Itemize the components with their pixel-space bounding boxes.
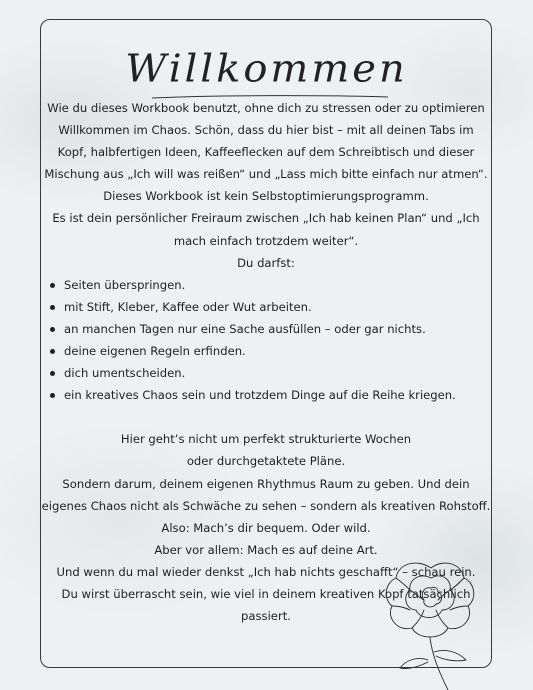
list-item-text: an manchen Tagen nur eine Sache ausfüllen – oder gar nichts.	[64, 321, 426, 336]
bullet-dot-icon	[50, 305, 55, 310]
closing-line: Aber vor allem: Mach es auf deine Art.	[154, 542, 378, 557]
closing-line: oder durchgetaktete Pläne.	[186, 454, 346, 469]
intro-line: mach einfach trotzdem weiter“.	[173, 233, 359, 248]
list-item	[40, 362, 492, 384]
intro-line: Wie du dieses Workbook benutzt, ohne dich zu stressen oder zu optimieren	[47, 101, 485, 115]
intro-line: Mischung aus „Ich will was reißen“ und „Lass mich bitte einfach nur atmen“.	[44, 167, 488, 182]
intro-line: Dieses Workbook ist kein Selbstoptimierungsprogramm.	[103, 189, 429, 204]
intro-line: Du darfst:	[237, 255, 295, 270]
closing-line: Und wenn du mal wieder denkst „Ich hab nichts geschafft“ – schau rein.	[56, 564, 476, 579]
closing-line: passiert.	[241, 609, 291, 624]
list-item-text: Seiten überspringen.	[64, 277, 186, 292]
bullet-dot-icon	[50, 371, 55, 376]
page-title: Willkommen	[125, 47, 408, 91]
closing-line: Also: Mach’s dir bequem. Oder wild.	[161, 520, 371, 535]
list-item	[40, 296, 492, 318]
list-item	[40, 274, 492, 296]
bullet-dot-icon	[50, 327, 55, 332]
bullet-dot-icon	[50, 349, 55, 354]
closing-line: eigenes Chaos nicht als Schwäche zu sehen – sondern als kreativen Rohstoff.	[41, 498, 491, 513]
list-item-text: dich umentscheiden.	[64, 366, 186, 381]
spacer	[40, 406, 492, 428]
intro-line: Willkommen im Chaos. Schön, dass du hier bist – mit all deinen Tabs im	[58, 123, 474, 138]
bullet-dot-icon	[50, 393, 55, 398]
intro-line: Es ist dein persönlicher Freiraum zwischen „Ich hab keinen Plan“ und „Ich	[52, 211, 480, 226]
list-item	[40, 384, 492, 406]
list-item-text: deine eigenen Regeln erfinden.	[64, 344, 246, 359]
intro-line: Kopf, halbfertigen Ideen, Kaffeeflecken auf dem Schreibtisch und dieser	[57, 145, 475, 160]
list-item	[40, 318, 492, 340]
list-item-text: ein kreatives Chaos sein und trotzdem Dinge auf die Reihe kriegen.	[64, 388, 456, 403]
bullet-dot-icon	[50, 283, 55, 288]
permission-list	[40, 274, 492, 407]
closing-line: Hier geht’s nicht um perfekt strukturierte Wochen	[120, 432, 412, 447]
closing-line: Du wirst überrascht sein, wie viel in deinem kreativen Kopf tatsächlich	[61, 586, 471, 601]
peony-line-drawing-icon	[376, 548, 486, 690]
list-item	[40, 340, 492, 362]
list-item-text: mit Stift, Kleber, Kaffee oder Wut arbeiten.	[64, 299, 312, 314]
closing-line: Sondern darum, deinem eigenen Rhythmus Raum zu geben. Und dein	[62, 476, 470, 491]
